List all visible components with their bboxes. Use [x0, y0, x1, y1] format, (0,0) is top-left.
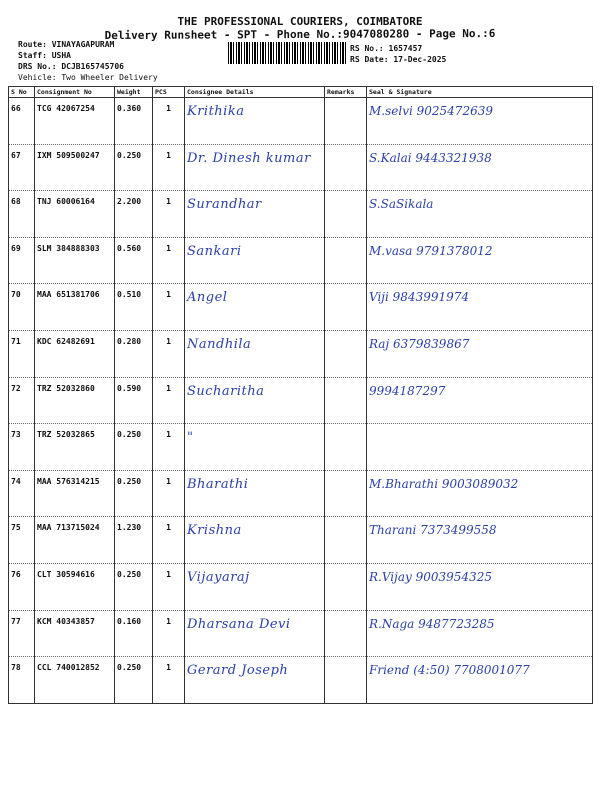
- cell-pcs: 1: [153, 284, 185, 331]
- cell-sno: 74: [9, 470, 35, 517]
- cell-remarks: [325, 284, 367, 331]
- cell-remarks: [325, 330, 367, 377]
- cell-weight: 0.280: [115, 330, 153, 377]
- cell-sno: 76: [9, 563, 35, 610]
- col-pcs: PCS: [153, 87, 185, 98]
- cell-weight: 1.230: [115, 517, 153, 564]
- cell-remarks: [325, 144, 367, 191]
- cell-weight: 0.510: [115, 284, 153, 331]
- cell-consignment: TRZ 52032860: [35, 377, 115, 424]
- runsheet-table: [8, 86, 593, 704]
- cell-signature: Raj 6379839867: [367, 330, 593, 377]
- cell-remarks: [325, 517, 367, 564]
- table-row: [9, 470, 593, 517]
- cell-weight: 0.560: [115, 237, 153, 284]
- cell-sno: 71: [9, 330, 35, 377]
- cell-pcs: 1: [153, 610, 185, 657]
- staff-label: Staff: USHA: [18, 51, 71, 60]
- cell-consignment: TNJ 60006164: [35, 191, 115, 238]
- cell-pcs: 1: [153, 191, 185, 238]
- cell-consignment: MAA 713715024: [35, 517, 115, 564]
- col-remarks: Remarks: [325, 87, 367, 98]
- cell-pcs: 1: [153, 144, 185, 191]
- table-row: [9, 610, 593, 657]
- table-row: [9, 657, 593, 704]
- table-row: [9, 284, 593, 331]
- runsheet-title: Delivery Runsheet - SPT - Phone No.:9047080280 - Page No.:6: [104, 26, 496, 43]
- cell-sno: 69: [9, 237, 35, 284]
- cell-sno: 68: [9, 191, 35, 238]
- cell-pcs: 1: [153, 470, 185, 517]
- cell-pcs: 1: [153, 517, 185, 564]
- table-row: [9, 563, 593, 610]
- cell-pcs: 1: [153, 424, 185, 471]
- cell-weight: 0.250: [115, 470, 153, 517]
- cell-weight: 0.250: [115, 144, 153, 191]
- vehicle-label: Vehicle: Two Wheeler Delivery: [18, 73, 158, 82]
- cell-remarks: [325, 610, 367, 657]
- cell-consignment: MAA 576314215: [35, 470, 115, 517]
- cell-signature: Viji 9843991974: [367, 284, 593, 331]
- table-row: [9, 377, 593, 424]
- col-signature: Seal & Signature: [367, 87, 593, 98]
- cell-weight: 2.200: [115, 191, 153, 238]
- company-title: THE PROFESSIONAL COURIERS, COIMBATORE: [177, 15, 423, 28]
- cell-sno: 66: [9, 98, 35, 145]
- table-row: [9, 330, 593, 377]
- cell-signature: M.vasa 9791378012: [367, 237, 593, 284]
- cell-weight: 0.160: [115, 610, 153, 657]
- cell-consignee: ": [185, 424, 325, 471]
- cell-consignee: Dr. Dinesh kumar: [185, 144, 325, 191]
- cell-signature: S.Kalai 9443321938: [367, 144, 593, 191]
- cell-signature: Friend (4:50) 7708001077: [367, 657, 593, 704]
- col-consignee: Consignee Details: [185, 87, 325, 98]
- cell-remarks: [325, 377, 367, 424]
- cell-weight: 0.360: [115, 98, 153, 145]
- cell-sno: 72: [9, 377, 35, 424]
- drs-number: DRS No.: DCJB165745706: [18, 62, 124, 71]
- cell-sno: 78: [9, 657, 35, 704]
- cell-consignee: Sankari: [185, 237, 325, 284]
- cell-consignee: Angel: [185, 284, 325, 331]
- cell-weight: 0.250: [115, 563, 153, 610]
- cell-signature: 9994187297: [367, 377, 593, 424]
- cell-pcs: 1: [153, 657, 185, 704]
- cell-consignment: KCM 40343857: [35, 610, 115, 657]
- rs-number: RS No.: 1657457: [350, 44, 423, 53]
- cell-signature: Tharani 7373499558: [367, 517, 593, 564]
- cell-consignee: Gerard Joseph: [185, 657, 325, 704]
- table-row: [9, 517, 593, 564]
- cell-pcs: 1: [153, 563, 185, 610]
- cell-signature: S.SaSikala: [367, 191, 593, 238]
- cell-consignment: TCG 42067254: [35, 98, 115, 145]
- cell-consignee: Bharathi: [185, 470, 325, 517]
- rs-date: RS Date: 17-Dec-2025: [350, 55, 447, 64]
- cell-consignee: Nandhila: [185, 330, 325, 377]
- col-weight: Weight: [115, 87, 153, 98]
- table-row: [9, 144, 593, 191]
- cell-consignee: Vijayaraj: [185, 563, 325, 610]
- col-sno: S No: [9, 87, 35, 98]
- table-row: [9, 424, 593, 471]
- cell-pcs: 1: [153, 377, 185, 424]
- cell-remarks: [325, 98, 367, 145]
- cell-remarks: [325, 237, 367, 284]
- cell-pcs: 1: [153, 330, 185, 377]
- cell-signature: M.Bharathi 9003089032: [367, 470, 593, 517]
- cell-weight: 0.590: [115, 377, 153, 424]
- table-header: [9, 87, 593, 98]
- cell-remarks: [325, 424, 367, 471]
- cell-sno: 67: [9, 144, 35, 191]
- cell-consignee: Dharsana Devi: [185, 610, 325, 657]
- cell-sno: 75: [9, 517, 35, 564]
- cell-consignee: Krishna: [185, 517, 325, 564]
- cell-pcs: 1: [153, 98, 185, 145]
- cell-consignment: KDC 62482691: [35, 330, 115, 377]
- cell-pcs: 1: [153, 237, 185, 284]
- barcode-image: [228, 42, 346, 64]
- cell-consignment: IXM 509500247: [35, 144, 115, 191]
- route-label: Route: VINAYAGAPURAM: [18, 40, 115, 49]
- cell-remarks: [325, 470, 367, 517]
- cell-consignment: SLM 384888303: [35, 237, 115, 284]
- cell-consignment: CCL 740012852: [35, 657, 115, 704]
- table-row: [9, 237, 593, 284]
- cell-remarks: [325, 191, 367, 238]
- cell-weight: 0.250: [115, 657, 153, 704]
- cell-consignee: Krithika: [185, 98, 325, 145]
- cell-remarks: [325, 657, 367, 704]
- cell-signature: M.selvi 9025472639: [367, 98, 593, 145]
- cell-signature: [367, 424, 593, 471]
- cell-consignment: MAA 651381706: [35, 284, 115, 331]
- cell-remarks: [325, 563, 367, 610]
- cell-consignee: Sucharitha: [185, 377, 325, 424]
- cell-signature: R.Vijay 9003954325: [367, 563, 593, 610]
- cell-weight: 0.250: [115, 424, 153, 471]
- cell-signature: R.Naga 9487723285: [367, 610, 593, 657]
- cell-consignment: TRZ 52032865: [35, 424, 115, 471]
- cell-sno: 77: [9, 610, 35, 657]
- table-row: [9, 191, 593, 238]
- col-consignment: Consignment No: [35, 87, 115, 98]
- table-row: [9, 98, 593, 145]
- cell-sno: 70: [9, 284, 35, 331]
- cell-sno: 73: [9, 424, 35, 471]
- cell-consignee: Surandhar: [185, 191, 325, 238]
- cell-consignment: CLT 30594616: [35, 563, 115, 610]
